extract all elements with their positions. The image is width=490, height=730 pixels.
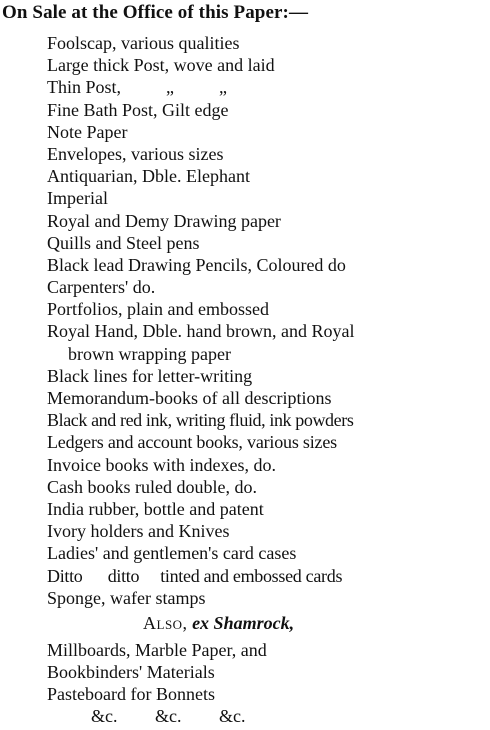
- list-item: Antiquarian, Dble. Elephant: [47, 166, 250, 187]
- list-item: Memorandum-books of all descriptions: [47, 388, 332, 408]
- advertisement-heading: On Sale at the Office of this Paper:—: [2, 2, 309, 23]
- list-item: Portfolios, plain and embossed: [47, 299, 269, 320]
- list-item: Bookbinders' Materials: [47, 662, 215, 683]
- list-item: Royal Hand, Dble. hand brown, and Royal: [47, 321, 355, 342]
- list-item: Ladies' and gentlemen's card cases: [47, 543, 297, 564]
- list-item: India rubber, bottle and patent: [47, 498, 264, 519]
- list-item: Thin Post, „ „: [47, 77, 227, 98]
- also-line: [47, 609, 354, 639]
- list-item-continuation: brown wrapping paper: [68, 343, 231, 364]
- list-item: Ivory holders and Knives: [47, 521, 230, 542]
- stationery-list: [47, 32, 354, 728]
- list-item: Cash books ruled double, do.: [47, 476, 257, 497]
- list-item: Ditto ditto tinted and embossed cards: [47, 565, 343, 586]
- list-item: Envelopes, various sizes: [47, 143, 224, 164]
- list-item: Millboards, Marble Paper, and: [47, 639, 267, 660]
- list-item: Black lead Drawing Pencils, Coloured do: [47, 254, 346, 275]
- ship-name: ex Shamrock,: [192, 612, 295, 633]
- list-item: Ledgers and account books, various sizes: [47, 432, 337, 453]
- list-item: Pasteboard for Bonnets: [47, 684, 215, 705]
- list-item: Imperial: [47, 188, 108, 209]
- list-item: Black and red ink, writing fluid, ink powders: [47, 410, 354, 431]
- list-item: Black lines for letter-writing: [47, 365, 253, 386]
- list-item: Invoice books with indexes, do.: [47, 454, 276, 475]
- also-label: Also,: [143, 612, 188, 633]
- etcetera-line: &c. &c. &c.: [91, 706, 246, 727]
- list-item: Sponge, wafer stamps: [47, 587, 206, 608]
- list-item: Carpenters' do.: [47, 277, 156, 298]
- list-item: Royal and Demy Drawing paper: [47, 210, 281, 231]
- list-item: Fine Bath Post, Gilt edge: [47, 99, 229, 120]
- list-item: Large thick Post, wove and laid: [47, 55, 275, 76]
- list-item: Note Paper: [47, 121, 128, 142]
- list-item: Quills and Steel pens: [47, 232, 200, 253]
- list-item: Foolscap, various qualities: [47, 33, 240, 53]
